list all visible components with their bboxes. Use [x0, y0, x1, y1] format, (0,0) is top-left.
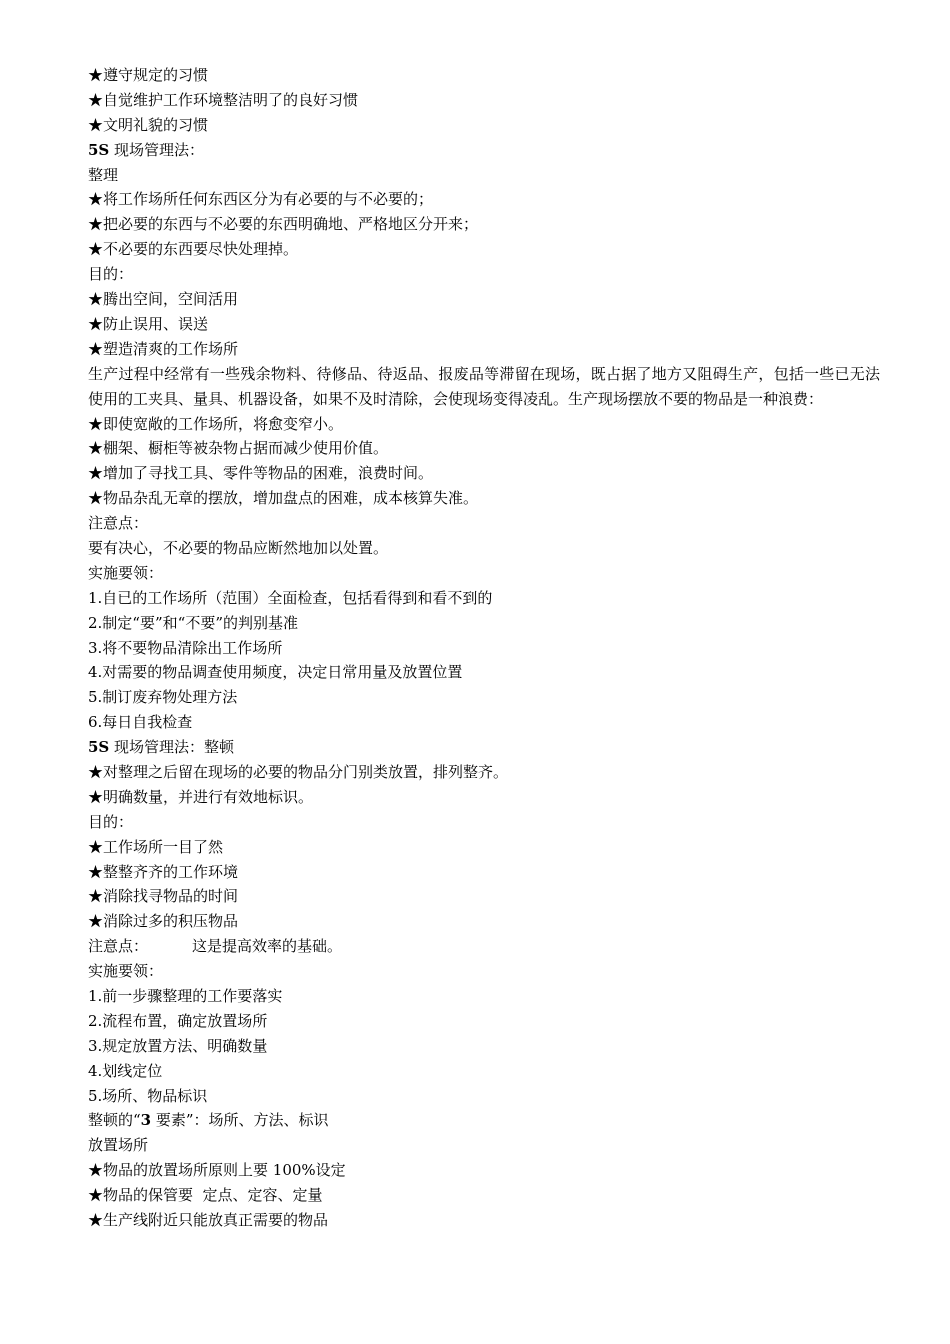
- definition-item: ★将工作场所任何东西区分为有必要的与不必要的；: [88, 190, 434, 209]
- waste-item: ★增加了寻找工具、零件等物品的困难，浪费时间。: [88, 464, 434, 483]
- habit-item: ★自觉维护工作环境整洁明了的良好习惯: [88, 90, 359, 109]
- purpose-label: 目的：: [88, 812, 134, 831]
- elements-post: 要素”：场所、方法、标识: [151, 1111, 329, 1130]
- heading-prefix: 5S: [88, 140, 110, 159]
- definition-item: ★对整理之后留在现场的必要的物品分门别类放置，排列整齐。: [88, 762, 509, 781]
- waste-item: ★棚架、橱柜等被杂物占据而减少使用价值。: [88, 439, 389, 458]
- definition-item: ★不必要的东西要尽快处理掉。: [88, 240, 299, 259]
- note-label: 注意点：: [88, 514, 149, 533]
- habit-item: ★遵守规定的习惯: [88, 66, 209, 84]
- step-item: 2.流程布置，确定放置场所: [88, 1011, 268, 1030]
- step-item: 2.制定“要”和“不要”的判别基准: [88, 613, 298, 632]
- step-item: 5.制订废弃物处理方法: [88, 688, 238, 707]
- note-label: 注意点：: [88, 937, 149, 956]
- step-item: 6.每日自我检查: [88, 713, 193, 732]
- definition-item: ★明确数量，并进行有效地标识。: [88, 787, 314, 806]
- elements-pre: 整顿的“: [88, 1111, 141, 1130]
- place-item: ★物品的放置场所原则上要 100%设定: [88, 1161, 346, 1180]
- step-item: 4.划线定位: [88, 1061, 163, 1080]
- step-item: 1.前一步骤整理的工作要落实: [88, 986, 283, 1005]
- step-item: 1.自已的工作场所（范围）全面检查，包括看得到和看不到的: [88, 588, 493, 607]
- purpose-item: ★整整齐齐的工作环境: [88, 862, 239, 881]
- purpose-label: 目的：: [88, 265, 134, 284]
- step-item: 3.规定放置方法、明确数量: [88, 1036, 268, 1055]
- document-page: [88, 63, 880, 1233]
- waste-item: ★物品杂乱无章的摆放，增加盘点的困难，成本核算失准。: [88, 489, 479, 508]
- heading-text: 现场管理法：: [109, 140, 205, 159]
- steps-label: 实施要领：: [88, 962, 164, 981]
- elements-number: 3: [140, 1111, 152, 1130]
- purpose-item: ★防止误用、误送: [88, 314, 209, 333]
- step-item: 3.将不要物品清除出工作场所: [88, 638, 283, 657]
- definition-item: ★把必要的东西与不必要的东西明确地、严格地区分开来；: [88, 215, 479, 234]
- heading-text: 现场管理法：整顿: [109, 738, 235, 757]
- waste-item: ★即使宽敞的工作场所，将愈变窄小。: [88, 414, 344, 433]
- purpose-item: ★消除找寻物品的时间: [88, 887, 239, 906]
- heading-prefix: 5S: [88, 738, 110, 757]
- elements-line: [88, 1108, 880, 1133]
- note-text: 要有决心，不必要的物品应断然地加以处置。: [88, 538, 389, 557]
- place-item: ★生产线附近只能放真正需要的物品: [88, 1211, 329, 1229]
- habit-item: ★文明礼貌的习惯: [88, 115, 209, 134]
- note-line: [88, 934, 880, 959]
- subsection-title: 整理: [88, 165, 119, 184]
- note-text: 这是提高效率的基础。: [192, 937, 343, 956]
- subsection-title: 放置场所: [88, 1136, 149, 1155]
- body-paragraph: 生产过程中经常有一些残余物料、待修品、待返品、报废品等滞留在现场，既占据了地方又阻碍生产，包括一些已无法使用的工夹具、量具、机器设备，如果不及时清除，会使现场变得凌乱。生产现场摆放不要的物品是一种浪费：: [88, 364, 880, 408]
- place-item: ★物品的保管要 定点、定容、定量: [88, 1186, 323, 1205]
- section-heading: [88, 735, 880, 760]
- purpose-item: ★腾出空间，空间活用: [88, 290, 239, 309]
- purpose-item: ★工作场所一目了然: [88, 837, 224, 856]
- step-item: 4.对需要的物品调查使用频度，决定日常用量及放置位置: [88, 663, 463, 682]
- step-item: 5.场所、物品标识: [88, 1086, 208, 1105]
- purpose-item: ★塑造清爽的工作场所: [88, 339, 239, 358]
- purpose-item: ★消除过多的积压物品: [88, 912, 239, 931]
- steps-label: 实施要领：: [88, 563, 164, 582]
- section-heading: [88, 138, 880, 163]
